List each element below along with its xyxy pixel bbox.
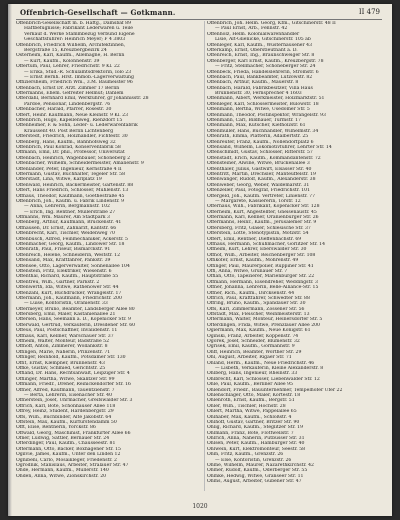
directory-entry: Offstadt, Max, Fleischer, Weinmeisterstr. 13 [207, 312, 310, 318]
directory-entry: Offke, Gustav, Schmied, Gerichtstr. 25 [16, 366, 106, 371]
directory-entry: Offenbeck, Frieda, Handelslehrerin, Stromstr. 6 [207, 69, 319, 75]
directory-entry: Offensand, Wilhelm, Lokomotivführer, Lehrter Str. 14 [207, 144, 332, 150]
directory-entry: Offs, Wilh., Buchbinder, Alte Jakobstr. 64 [16, 414, 112, 420]
right-column [204, 21, 387, 491]
directory-entry: Offiziersheim, Friedrich Wm., 3.M. Baumeister 96 [16, 80, 133, 86]
directory-entry: Ohff, Heinrich, Beamter, Wörther Str. 29 [207, 349, 302, 355]
directory-entry: Offert, Hans Friedrich, Schlosser, Mühlenstr. 13 [16, 188, 129, 194]
directory-entry: Offenwald, Heinrich, Bäckermeister, Gartenstr. 88 [16, 182, 134, 188]
directory-entry: Offeus, Paul, Postschaffner, Invalidenstr. 11 [16, 328, 118, 334]
directory-entry: Offrich, Karl, Bote, Schönhauser Allee 118 [16, 403, 116, 409]
directory-entry: Offenbrich, Paul Konrad, Konservenfabrik 58 [16, 144, 121, 150]
directory-entry: — Paul Ernst, Arb., Fennstr. 42 [215, 26, 288, 32]
directory-entry: Ohme, Wilhelm, Maurer, Nazarethkirchstr. 42 [207, 463, 314, 469]
directory-entry: Offenbrich-Gesellschaft m. b. Haftg., Damsbaf 89 [16, 21, 132, 26]
directory-entry: Verkauf d. Werke Stammbezug Verbund Eigene [24, 31, 135, 37]
directory-entry: Offit, Ernst, Klempner, Brunnenstr. 43 [16, 360, 105, 366]
directory-entry: Ohlendorf, Friedr., Bauunternehmer, Tempelhofer Ufer 22 [207, 387, 343, 393]
directory-entry: Offenzeller, Paul, Fotograf, Friedrichstr. 101 [207, 188, 311, 194]
directory-entry: Offwald, Georg, Maschinist, Frankfurter Allee 66 [16, 430, 131, 436]
directory-entry: Offenmann, Bertha, Witwe, Usedomer Str. 5 [207, 107, 310, 113]
directory-entry: Offermann, Joh., Kaufmann, Friedrichstr. 200 [16, 295, 122, 301]
directory-entry: Ogiermann, Max, Kaufm., Neue Königstr. 61 [207, 328, 311, 334]
directory-entry: Ognibeni, Carlo, Mosaikleger, Friedenstr. 2 [16, 457, 117, 463]
directory-entry: Offrey, Heinz, Student, Hardenbergstr. 29 [16, 409, 114, 415]
directory-entry: Ofterdinger, Paul, Kaufm., Chausseestr. 81 [16, 441, 116, 447]
directory-entry: Haftbefugnisse; Fabrikant Lederwaren u. Teile [24, 26, 134, 32]
directory-entry: Offentritt, Martin, Drechsler, Manteuffelstr. 19 [207, 171, 316, 177]
directory-entry: Ohmke, Hedwig, Witwe, Granseer Str. 11 [207, 473, 304, 479]
directory-entry: Offheim, Kurt, Lehrer, Eberswalder Str. 30 [207, 247, 307, 253]
directory-entry: Ohde, Hermann, Kaufm., Müllerstr. 140 [16, 468, 109, 474]
directory-entry: Ohlenschläger, Otto, Maler, Körtestr. 18 [207, 392, 301, 398]
directory-entry: Offenreich, Helene, Schneiderin, Weststr. 12 [16, 252, 121, 258]
directory-entry: Offerstein, Lotte, Stenotypistin, Motzstr. 54 [207, 231, 309, 237]
directory-entry: — Luise, Kontoristin, Oranienstr. 33 [24, 301, 108, 307]
directory-entry: Offinger, Paul, Maurerpolier, Ruppiner Str. 41 [207, 263, 314, 269]
directory-entry: Ohlhoff, Gustav, Gärtner, Britzer Str. 90 [207, 419, 300, 425]
directory-entry: Ofterdingen, Frida, Witwe, Prenzlauer Allee 200 [207, 322, 320, 328]
directory-entry: Offhaus, Hermann, Schuhmacher, Görlitzer Str. 14 [207, 242, 326, 248]
directory-entry: Ogilvie, James, Kaufm., Unter den Linden 12 [16, 452, 121, 458]
directory-entry: Offert, Emil, Rentner, Dieffenbachstr. 69 [207, 236, 302, 242]
directory-entry: Ohlsen, Peter, Kaufm., Hamburger Str. 40 [207, 441, 305, 447]
directory-entry: Offenbacher, Harald, Pfarrer, Rosestr. 30 [16, 107, 112, 113]
directory-entry: Offmann, Emil, Dr. phil., Professor, Universität [16, 150, 125, 156]
directory-entry: Ogorek, Josef, Schneider, Blumenstr. 32 [207, 339, 300, 345]
directory-entry: Offenmann, Max, Kutscher, Kiefholzstr. 61 [207, 123, 306, 129]
directory-entry: Offenrath, Paul, Friseur, Bismarckstr. 91 [16, 247, 111, 253]
directory-entry: — Anna, Lehrerin, Bergmannstr. 102 [24, 204, 110, 210]
directory-entry: Offermanns, Ehem. Gefreiter Helmut; Dahlem [16, 91, 124, 97]
directory-entry: Offenbrecht, Karl, Tischler, Weidenweg 70 [16, 231, 115, 237]
directory-entry: Ohlhaber, Max, Kaufm., Schloßstr. 4 [207, 414, 292, 420]
left-column [16, 21, 196, 491]
directory-entry: Offhof, Wilh., Arbeiter, Reichenberger Str. 108 [207, 252, 316, 258]
directory-entry: Ohlrich, Anna, Näherin, Putbusser Str. 31 [207, 436, 305, 442]
directory-entry: Offenwanger, Rudolf, Kaufm., Alexanderstr. 38 [207, 177, 316, 183]
directory-entry: Offenleger, Karl, Schlossermeister, Bülowstr. 18 [207, 101, 319, 107]
directory-entry: Offmanns, Wm. Maurer, Am Stadtpark 3 [16, 215, 110, 221]
directory-entry: Offinger, Reinhold, Kaufm., Potsdamer Str. 130 [16, 355, 126, 361]
directory-entry: — Margarete, Kassiererin, Torstr. 12 [215, 198, 301, 204]
page-header [16, 7, 382, 20]
directory-entry: Ohler, Wilh., Tischler, Hochstr. 28 [207, 403, 286, 409]
directory-entry: Offerdahl, Bernhard Emil, Werkführer, gr Johannisstr. 28 [16, 96, 149, 102]
directory-entry: Offenmann, Theodor, Postinspektor, Wrangelstr. 93 [207, 112, 326, 118]
directory-entry: Offerkamp, Ernst, Oberstleutnant a. D. [207, 47, 298, 53]
directory-entry: Offenleger, Karl, Kaufm., Wusterhausener 43 [207, 42, 313, 48]
directory-entry: Offhaus, Karl, Kellner, Warschauer Str. 37 [16, 333, 114, 339]
directory-entry: — Else, Kontoristin, Grenzstr. 26 [215, 457, 292, 463]
directory-entry: Offikofer, Ernst, Kaufm., Mohrenstr. 49 [207, 258, 299, 264]
directory-entry: Osterheim, Karl, Kaufm., Allemagne, H. Berlin [16, 53, 125, 59]
directory-entry: — Fritz, Stellmacher, Schöneberger Str. 24 [215, 64, 316, 70]
directory-entry: Offhaus, Theodor, Kaufmann, Goethestraße 45 [16, 193, 125, 199]
directory-entry: Oftermann, Otto, Bäcker, Boxhagener Str. 15 [16, 446, 121, 452]
directory-entry: Offenbacher, Wilhelm, Schneidermeister, Amalienstr. 9 [16, 161, 144, 167]
directory-entry: Offerstadt, Lina, Witwe, Karlplatz 19 [16, 177, 102, 183]
directory-entry: Offenberg, Hans, Kaufm., Bahnhofsweg 32 [16, 139, 116, 145]
directory-entry: Offmann, Friedr., Dreher, Reinickendorfer Str. 16 [16, 382, 131, 388]
directory-entry: Offenbrich, Joh. Helm. Georg, Kfm., Gitschinerstr. 48 II [207, 21, 336, 26]
directory-entry: Offl, Anna, Witwe, Grünauer Str. 7 [207, 268, 288, 274]
directory-entry: Offs, Karl, Zimmermann, Zossener Str. 56 [207, 306, 305, 312]
directory-entry: Offenwerth, Ida, Witwe, Rathenower Str. 44 [16, 285, 119, 291]
directory-entry: — Erika, Stud.-R. Schulamtsdrektorin, Iolo 23 [24, 69, 132, 75]
directory-entry: Ohmer, Rudolf, Kaufm., Oderberger Str. 55 [207, 468, 308, 474]
directory-entry: Offnerstein, Josef, Uhrmacher, Greifswalder Str. 3 [16, 398, 133, 404]
directory-entry: — Berta, Lehrerin, Eisenacher Str. 40 [24, 392, 112, 398]
directory-entry: Offhoff, Anton, Zimmerer, Wollankstr. 8 [16, 344, 108, 350]
directory-entry: Offenberg, Arthur, Kaufmann, Brückenstr. 41 [16, 220, 122, 226]
directory-entry: Oginski, Franz, Arbeiter, Koppenstr. 74 [207, 333, 299, 339]
directory-entry: Ofner, Ludwig, Sattler, Bernauer Str. 24 [16, 436, 110, 442]
directory-entry: Offrich, Paul, Kraftfahrer, Schwedter Str. 88 [207, 295, 310, 301]
directory-entry: Ohden, Anna, Witwe, Zionskirchstr. 20 [16, 473, 107, 479]
directory-entry: Offenstadt, Erich, Kaufm., Kommandantenstr. 72 [207, 155, 321, 161]
directory-entry: Offland, Dr. Hans, Rechtsanwalt, Leipziger Str. 4 [16, 371, 130, 377]
directory-entry: Offenbach, Ernst Dr. Arzt. Zimmer 17 Berlin [16, 85, 120, 91]
directory-entry: Ohlig, Richard, Kaufm., Steglitzer Str. 19 [207, 425, 304, 431]
directory-entry: Offenthaler, Julius, Gastwirt, Elsasser Str. 40 [207, 166, 312, 172]
directory-entry: Offenbrich, Friedrich Wilhelm, Architektinnen, [16, 42, 126, 48]
directory-entry: Pardoe, Pensionär, Lindenbergstr. 76 [24, 101, 111, 107]
directory-entry: Offerwald, Gertrud, Verkäuferin, Dresdener Str. 60 [16, 322, 136, 328]
directory-entry: — Erich, Ing. Rentner, Müllerstraße 27 [24, 209, 116, 215]
directory-entry: Offerhaus, Wilh., Fabrikant, Köpenicker Str. 128 [207, 204, 320, 210]
directory-entry: Offerheim, Kurt, Angestellter, Gneisenaustr. 45 [207, 209, 317, 215]
directory-entry: Offenzahl, Kurt, Buchdrucker, Wrangelstr. 17 [16, 290, 122, 296]
directory-entry: Offenberger, Karl Ernst, Kaufm., Kreuzbergstr. 78 [207, 58, 324, 64]
directory-entry: Ohlert, Martha, Witwe, Pappelallee 65 [207, 409, 297, 415]
directory-entry: Offenreuter, Franz, Kaufm., Nollendorfplatz 6 [207, 139, 314, 145]
directory-entry: Offenbach, Harald, Fabrikbesitzer, Villa Haus [207, 85, 313, 91]
directory-entry: Offenbach, Heinrich, Wagenbauer, Schöneberg 2 [16, 155, 131, 161]
page-spine-shadow [8, 4, 12, 516]
directory-entry: Offersen, Hans, Seemann a. D., Köpenicker Str. 9 [16, 317, 131, 323]
directory-entry: Offlinger, Martha, Witwe, Skalitzer Str. 99 [16, 376, 115, 382]
directory-entry: Ogrisek, Emil, Kaufm., Gormannstr. 9 [207, 344, 295, 350]
directory-entry: Ogrodnik, Stanislaus, Arbeiter, Stralauer Str. 47 [16, 463, 129, 469]
directory-entry: Offenstein, Fritz, Elektriker, Wiesenstr. 6 [16, 268, 112, 274]
directory-entry: Offner, Rich., Kaufm., Dircksenstr. 44 [207, 290, 295, 296]
directory-entry: Offenreich, Ernst, Ing., Braunschweiger Str. 8 [207, 53, 315, 59]
page-footer: 1020 [192, 503, 208, 510]
directory-entry: Offenbrich, Hugo, Kapellenweg, Rienzdorf 15 [16, 118, 123, 124]
directory-entry: Lisie, Alt-Glienicke, Gitschinerstr. 105 ab [215, 37, 311, 43]
directory-entry: Ohlmann, Franz, Bote, Flottwellstr. 7 [207, 430, 294, 436]
directory-entry: Offensand, Max, Kraftfahrer, Pankstr. 39 [16, 258, 111, 264]
directory-entry: Offenbusch, Alfred, Feinmechaniker, Ackerstr. 5 [16, 236, 128, 242]
directory-entry: Offentreu, Wilh., Gärtner, Parkstr. 2 [16, 279, 100, 285]
directory-entry: Ohland, Herm., Kaufm., Neue Friedrichstr. 46 [207, 360, 315, 366]
directory-entry: Kraussent 40. Post Berlin Lichtenberg [24, 128, 114, 134]
directory-entry: Offheim, Walter, Monteur, Badstraße 52 [16, 339, 110, 345]
directory-entry: Offenbrich, Joh., Kaufm. u. Fabrik Lindenstr. 9 [16, 198, 124, 204]
directory-entry: Offenbach, Paul, Bankbeamter, Lützowstr. 82 [207, 74, 313, 80]
directory-entry: Offhausen, Dr. Ernst, Zahnarzt, Kantstr. 66 [16, 225, 117, 231]
directory-entry: Offensteiner, Alwine, Witwe, Brückenallee 3 [207, 161, 310, 167]
directory-entry: Offertum, Paul, Lehrer, Friedrichstr. 9 Kl. 22 [16, 64, 120, 70]
directory-entry: Offt, Elise, Rentnerin, Yorckstr. 86 [16, 425, 96, 431]
directory-entry: Offermann, Gustav, Buchhalter, Tegeler Str. 58 [16, 171, 126, 177]
directory-entry: Offermann, Karl, Kellner, Oranienburger Str. 26 [207, 215, 319, 221]
directory-entry: Offenrath, Emma, Plätterin, Adalbertstr. 25 [207, 134, 309, 140]
directory-entry: Ohm, Fritz, Kaufm., Grenzstr. 26 [207, 452, 284, 458]
directory-entry: Offlan, Otto, Tapezierer, Marienburger Str. 22 [207, 274, 315, 280]
running-head: Offenbrich-Gesellschaft — Gotkmann. [20, 8, 176, 17]
directory-entry: Offingen, Marie, Näherin, Prinzenstr. 71 [16, 349, 111, 355]
directory-entry: Ohms, August, Arbeiter, Gubener Str. 47 [207, 479, 302, 485]
directory-entry: Offner, Johanna, Lehrerin, Belle-Alliance-Str. 15 [207, 285, 319, 291]
directory-entry: Offenmacher, Georg, Kaufm., Lindower Str. 18 [16, 242, 125, 248]
directory-entry: Offenmüller, Hans, Buchhändler, Wilhelmstr. 34 [207, 128, 319, 134]
directory-entry: Geschäftsführer: Heinrich Meyer; F 4 3803 [24, 37, 126, 43]
directory-entry: Offert, Heinr. Kaufmann, Neue Kleinstr. 9 Kl. 23 [16, 112, 129, 118]
directory-entry: Offersberg, Fritz, Glaser, Schlesische Str. 37 [207, 225, 311, 231]
directory-entry: Offenheimer, F. & Sohn, Leder- u. Lederwarenfabrik [16, 123, 138, 129]
directory-page [8, 4, 392, 516]
directory-entry: Ohlenroth, Ernst, Kaufm., Bergstr. 51 [207, 398, 295, 404]
directory-entry: Brunnenstr. 30, Fernsprecher 4 1603 [215, 91, 302, 97]
directory-entry: Ohle, Paul, Kaufm., Berliner Allee 95 [207, 382, 293, 388]
directory-entry: Bergstraße 15, Kreuzbergbezirk 24 [24, 47, 107, 53]
directory-entry: Ohlwein, Kurt, Elektromonteur, Seestr. 58 [207, 446, 306, 452]
directory-entry: Offergeld, Joh., Kaufm. Vertreter, Linienstr. 77 [207, 193, 316, 199]
directory-entry: Oftermann, Walter, Monteur, Heinersdorfer Str. 5 [207, 317, 323, 323]
directory-entry: Offenweber, Georg, Weber, Waldemarstr. 31 [207, 182, 310, 188]
directory-entry: Offenlander, Peter, Ingenieur, Kernstraße 4 II [16, 166, 122, 172]
directory-entry: Offenmann, Carl, Bildhauer, Turmstr. 17 [207, 118, 301, 124]
directory-entry: Ohl, August, Arbeiter, Rigaer Str. 71 [207, 355, 292, 361]
directory-entry: — Ernst Bernh. Hrst. Immob.-Lagerverwaltung [24, 74, 134, 80]
directory-entry: Offersberg, Emil, Maler, Kastanienallee 21 [16, 312, 116, 318]
directory-entry: Offring, Bruno, Kaufm., Spandauer Str. 30 [207, 301, 306, 307]
directory-entry: Offermanns, Heinr., Kaufm., Jerusalemer Str. 9 [207, 220, 317, 226]
directory-entry: Offenholz, Helm. Kolonialwarenhändler [207, 31, 300, 37]
directory-entry: — Kurt, Kaufm., Kolonnenstr. 39 [24, 58, 100, 64]
directory-entry: Offenmann, Albert, Werkmeister, Holzmarktstr. 51 [207, 96, 325, 102]
page-number-top: II 479 [358, 8, 380, 16]
directory-entry: Offensee, Otto, Lagerverwalter, Sonnenallee 104 [16, 263, 130, 269]
directory-entry: Ohlberg, Hans, Ingenieur, Rheinstr. 33 [207, 371, 298, 377]
directory-entry: Offstein, Max, Kaufm., Kurfürstendamm 50 [16, 419, 117, 425]
directory-entry: Offenbach, Arthur, Kaufm., Mauerstr. 8 [207, 80, 299, 86]
directory-entry: Offerstedt, Friedrich, Holzhändler, Fichtestr. 30 [16, 134, 128, 140]
directory-entry: Ohlbrecht, Karl, Schlosser, Liebenwalder Str. 12 [207, 376, 320, 382]
directory-entry: — Lisbeth, Verkäuferin, Kleine Alexanderstr. 8 [215, 366, 324, 371]
directory-entry: Offmann, Hermann, Eisendreher, Weddingstr. 3 [207, 279, 318, 285]
directory-entry: Offenthal, Richard, Kaufm., Hauptstraße 55 [16, 274, 119, 280]
directory-entry: Offner, Alfred, Kaufmann, Tauentzienstr. 7 [16, 387, 115, 393]
directory-entry: Offenschmidt, Gustav, Schlosser, Ritterstr. 57 [207, 150, 313, 156]
directory-entry: Offermeyer, Bruno, Beamter, Landsberger Allee 80 [16, 306, 135, 312]
